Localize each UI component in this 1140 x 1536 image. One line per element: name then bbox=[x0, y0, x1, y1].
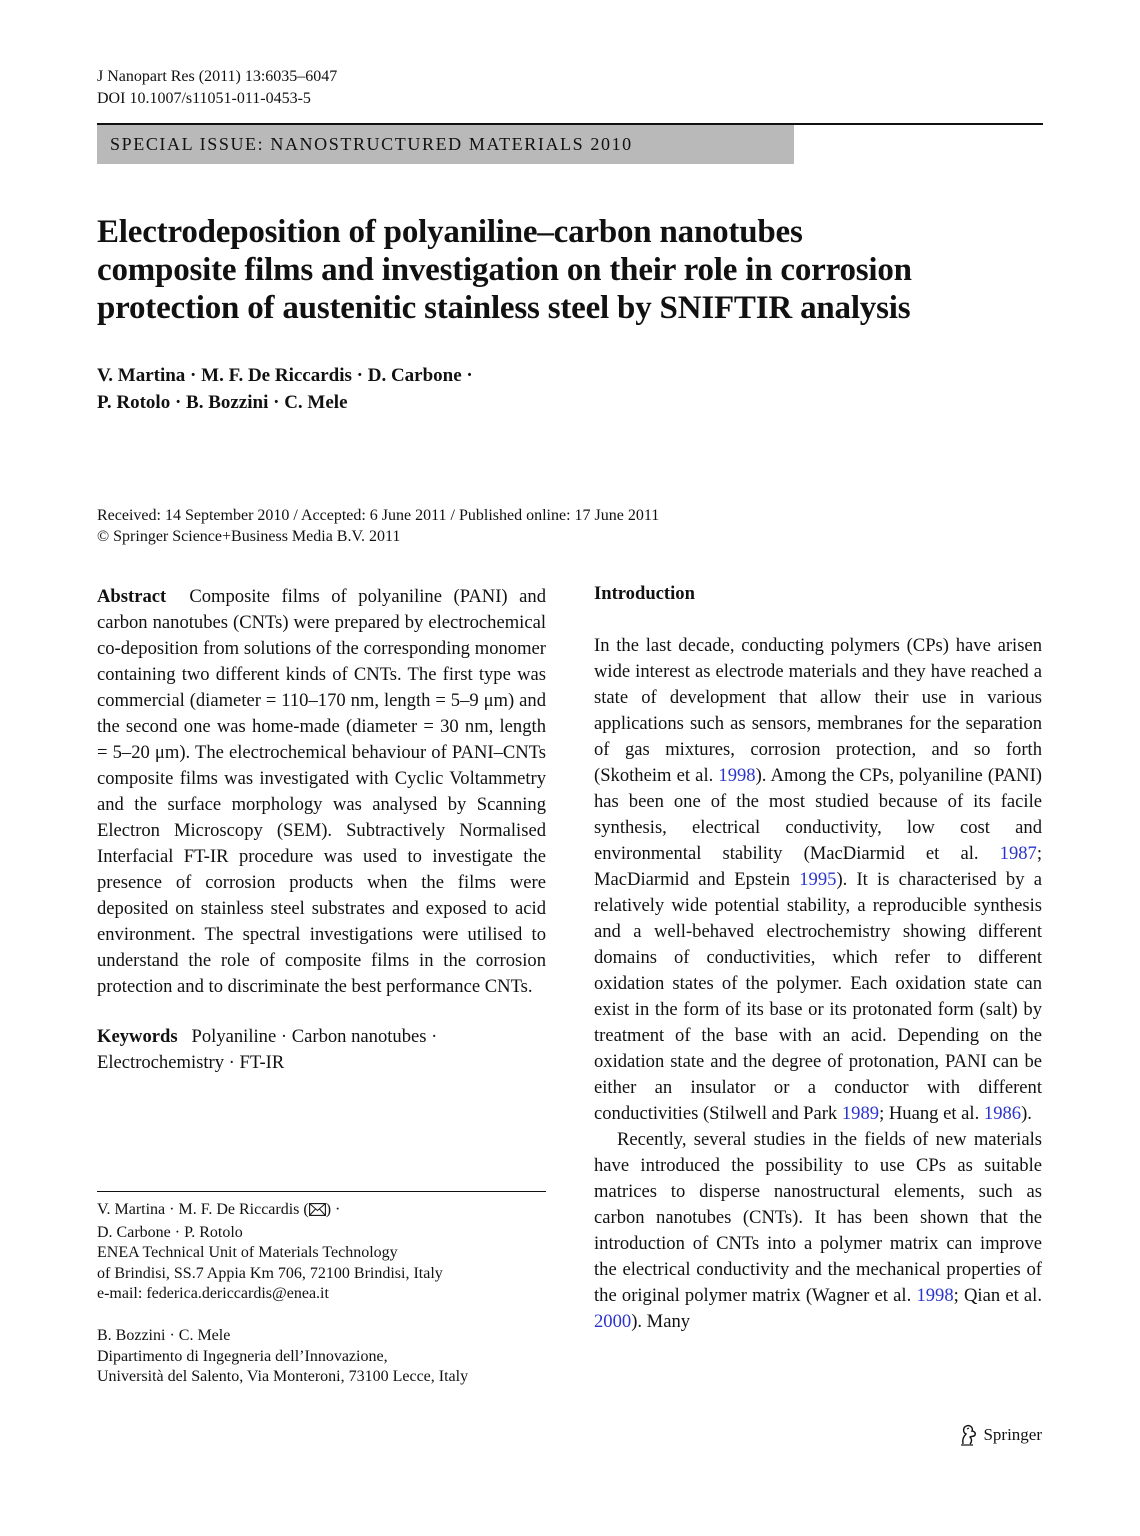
text-run: ). bbox=[1021, 1103, 1032, 1124]
left-column bbox=[97, 584, 546, 1076]
affiliation-line: B. Bozzini · C. Mele bbox=[97, 1326, 231, 1344]
affiliation-line: ENEA Technical Unit of Materials Technology bbox=[97, 1244, 398, 1262]
abstract-label: Abstract bbox=[97, 586, 167, 607]
title-line: protection of austenitic stainless steel by SNIFTIR analysis bbox=[97, 290, 911, 326]
citation-link[interactable]: 2000 bbox=[594, 1311, 632, 1332]
paper-title bbox=[97, 213, 1037, 327]
author-line: P. Rotolo · B. Bozzini · C. Mele bbox=[97, 392, 348, 413]
section-heading: Introduction bbox=[594, 583, 695, 604]
author-line: V. Martina · M. F. De Riccardis · D. Carbone · bbox=[97, 365, 473, 386]
affiliations bbox=[97, 1200, 557, 1388]
publisher-name: Springer bbox=[983, 1425, 1042, 1444]
keywords bbox=[97, 1024, 546, 1076]
footnote-rule bbox=[97, 1191, 546, 1192]
text-run: ). Many bbox=[631, 1311, 691, 1332]
text-run: In the last decade, conducting polymers (CPs) have arisen wide interest as electrode materials and they have reached a state of development that allow their use in various applications such as sensors, membranes for the separation of gas mixtures, corrosion protection, and so forth (Skotheim et al. bbox=[594, 635, 1042, 786]
affiliation-authors-tail: ) · bbox=[325, 1201, 341, 1218]
citation-link[interactable]: 1987 bbox=[999, 843, 1037, 864]
copyright: © Springer Science+Business Media B.V. 2011 bbox=[97, 528, 401, 545]
email-link[interactable]: e-mail: federica.dericcardis@enea.it bbox=[97, 1285, 329, 1303]
history-dates: Received: 14 September 2010 / Accepted: 6 June 2011 / Published online: 17 June 2011 bbox=[97, 507, 660, 524]
citation-link[interactable]: 1995 bbox=[799, 869, 837, 890]
springer-horse-icon bbox=[958, 1424, 978, 1446]
abstract bbox=[97, 584, 546, 1000]
affiliation-authors-text: V. Martina · M. F. De Riccardis ( bbox=[97, 1201, 309, 1218]
affiliation-line: of Brindisi, SS.7 Appia Km 706, 72100 Brindisi, Italy bbox=[97, 1264, 443, 1282]
citation-link[interactable]: 1998 bbox=[916, 1285, 954, 1306]
title-line: composite films and investigation on their role in corrosion bbox=[97, 252, 912, 288]
doi: DOI 10.1007/s11051-011-0453-5 bbox=[97, 90, 311, 107]
intro-paragraph-2 bbox=[594, 1127, 1042, 1335]
citation-link[interactable]: 1998 bbox=[718, 765, 756, 786]
author-list bbox=[97, 362, 473, 416]
abstract-text: Composite films of polyaniline (PANI) and carbon nanotubes (CNTs) were prepared by electrochemical co-deposition from solutions of the corresponding monomer containing two different kinds of CNTs. The first type was commercial (diameter = 110–170 nm, length = 5–9 μm) and the second one was home-made (diameter = 30 nm, length = 5–20 μm). The electrochemical behaviour of PANI–CNTs composite films was investigated with Cyclic Voltammetry and the surface morphology was analysed by Scanning Electron Microscopy (SEM). Subtractively Normalised Interfacial FT-IR procedure was used to investigate the presence of corrosion products when the films were deposited on stainless steel substrates and exposed to acid environment. The spectral investigations were utilised to understand the role of composite films in the corrosion protection and to discriminate the best performance CNTs. bbox=[97, 586, 546, 997]
keywords-text: Polyaniline · Carbon nanotubes · Electrochemistry · FT-IR bbox=[97, 1026, 438, 1073]
text-run: ; Huang et al. bbox=[879, 1103, 984, 1124]
intro-paragraph-1 bbox=[594, 633, 1042, 1127]
affiliation-line: Università del Salento, Via Monteroni, 73100 Lecce, Italy bbox=[97, 1368, 469, 1386]
journal-citation: J Nanopart Res (2011) 13:6035–6047 bbox=[97, 68, 338, 85]
text-run: ). Among the CPs, polyaniline (PANI) has been one of the most studied because of its facile synthesis, electrical conductivity, low cost and environmental stability (MacDiarmid et al. bbox=[594, 765, 1042, 864]
affiliation-line: Dipartimento di Ingegneria dell’Innovazione, bbox=[97, 1347, 388, 1365]
text-run: ; MacDiarmid and Epstein bbox=[594, 843, 1042, 890]
affiliation-line: D. Carbone · P. Rotolo bbox=[97, 1223, 243, 1241]
text-run: ). It is characterised by a relatively wide potential stability, a reproducible synthesis and a well-behaved electrochemistry showing different domains of conductivities, which refer to different oxidation states of the polymer. Each oxidation state can exist in the form of its base or its protonated form (salt) by treatment of the base with an acid. Depending on the oxidation state and the degree of protonation, PANI can be either an insulator or a conductor with different conductivities (Stilwell and Park bbox=[594, 869, 1042, 1124]
title-line: Electrodeposition of polyaniline–carbon nanotubes bbox=[97, 214, 803, 250]
affiliation-authors bbox=[97, 1200, 557, 1223]
keywords-label: Keywords bbox=[97, 1026, 178, 1047]
right-column bbox=[594, 581, 1042, 1335]
text-run: ; Qian et al. bbox=[953, 1285, 1042, 1306]
journal-header bbox=[97, 66, 337, 110]
envelope-icon bbox=[309, 1202, 326, 1223]
publisher-logo bbox=[958, 1424, 1042, 1446]
citation-link[interactable]: 1986 bbox=[983, 1103, 1022, 1124]
text-run: Recently, several studies in the fields of new materials have introduced the possibility to use CPs as suitable matrices to disperse nanostructural elements, such as carbon nanotubes (CNTs). It has been shown that the introduction of CNTs into a polymer matrix can improve the electrical conductivity and the mechanical properties of the original polymer matrix (Wagner et al. bbox=[594, 1129, 1042, 1306]
citation-link[interactable]: 1989 bbox=[841, 1103, 880, 1124]
special-issue-banner: SPECIAL ISSUE: NANOSTRUCTURED MATERIALS 2010 bbox=[97, 125, 794, 164]
publication-dates bbox=[97, 505, 659, 547]
